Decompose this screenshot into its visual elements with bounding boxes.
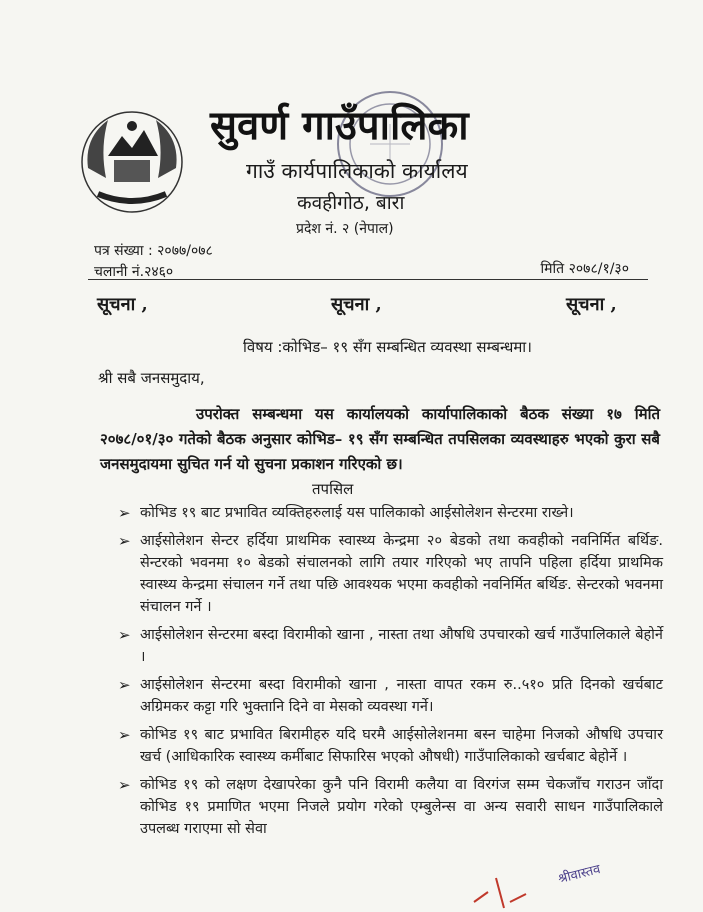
notice-label-center: सूचना , (331, 294, 382, 315)
province: प्रदेश नं. २ (नेपाल) (296, 221, 394, 237)
letter-date: मिति २०७८/१/३० (540, 261, 629, 277)
header-divider (88, 279, 648, 280)
nepal-emblem-icon (78, 108, 186, 216)
list-item: ➢ आईसोलेशन सेन्टर हर्दिया प्राथमिक स्वास्थ्य केन्द्रमा २० बेडको तथा कवहीको नवनिर्मित बर्थिङ. सेन्टरको भवनमा १० बेडको संचालनको लागि तयार गरिएको भए तापनि पहिला हर्दिया प्राथमिक स्वास्थ्य केन्द्रमा संचालन गर्ने तथा पछि आवश्यक भएमा कवहीको नवनिर्मित बर्थिङ. सेन्टरको भवनमा संचालन गर्ने । (118, 532, 663, 615)
list-item: ➢ कोभिड १९ बाट प्रभावित बिरामीहरु यदि घरमै आईसोलेशनमा बस्न चाहेमा निजको औषधि उपचार खर्च (आधिकारिक स्वास्थ्य कर्मीबाट सिफारिस भएको औषधी) गाउँपालिकाको खर्चबाट बेहोर्ने । (118, 726, 663, 765)
arrow-bullet-icon: ➢ (118, 626, 131, 644)
list-item: ➢ कोभिड १९ को लक्षण देखापरेका कुनै पनि विरामी कलैया वा विरगंज सम्म चेकजाँच गराउन जाँदा कोभिड १९ प्रमाणित भएमा निजले प्रयोग गरेको एम्बुलेन्स वा अन्य सवारी साधन गाउँपालिकाले उपलब्ध गराएमा सो सेवा (118, 776, 663, 837)
subject-line: विषय :कोभिड– १९ सँग सम्बन्धित व्यवस्था सम्बन्धमा। (243, 338, 532, 356)
notice-label-right: सूचना , (566, 294, 617, 315)
list-item: ➢ कोभिड १९ बाट प्रभावित व्यक्तिहरुलाई यस पालिकाको आईसोलेशन सेन्टरमा राख्ने। (118, 504, 574, 522)
dispatch-number: चलानी नं.२४६० (94, 264, 174, 280)
letter-number: पत्र संख्या : २०७७/०७८ (94, 243, 213, 259)
arrow-bullet-icon: ➢ (118, 676, 131, 694)
details-heading: तपसिल (312, 480, 354, 498)
body-paragraph (100, 402, 660, 477)
list-item: ➢ आईसोलेशन सेन्टरमा बस्दा विरामीको खाना , नास्ता वापत रकम रु..५१० प्रति दिनको खर्चबाट अग्रिमकर कट्टा गरि भुक्तानि दिने वा मेसको व्यवस्था गर्ने। (118, 676, 663, 715)
arrow-bullet-icon: ➢ (118, 532, 131, 550)
salutation: श्री सबै जनसमुदाय, (98, 369, 205, 387)
red-mark-icon (470, 872, 530, 910)
arrow-bullet-icon: ➢ (118, 504, 131, 522)
arrow-bullet-icon: ➢ (118, 726, 131, 744)
body-text: उपरोक्त सम्बन्धमा यस कार्यालयको कार्यापालिकाको बैठक संख्या १७ मिति २०७८/०१/३० गतेको बैठक अनुसार कोभिड– १९ सँग सम्बन्धित तपसिलका व्यवस्थाहरु भएको कुरा सबै जनसमुदायमा सुचित गर्न यो सुचना प्रकाशन गरिएको छ। (100, 405, 660, 473)
list-item: ➢ आईसोलेशन सेन्टरमा बस्दा विरामीको खाना , नास्ता तथा औषधि उपचारको खर्च गाउँपालिकाले बेहोर्ने । (118, 626, 663, 665)
signature: श्रीवास्तव (556, 862, 602, 888)
notice-label-left: सूचना , (97, 294, 148, 315)
office-name: गाउँ कार्यपालिकाको कार्यालय (246, 159, 468, 183)
municipality-title: सुवर्ण गाउँपालिका (210, 102, 469, 149)
office-place: कवहीगोठ, बारा (297, 192, 405, 214)
arrow-bullet-icon: ➢ (118, 776, 131, 794)
details-list (118, 502, 663, 846)
